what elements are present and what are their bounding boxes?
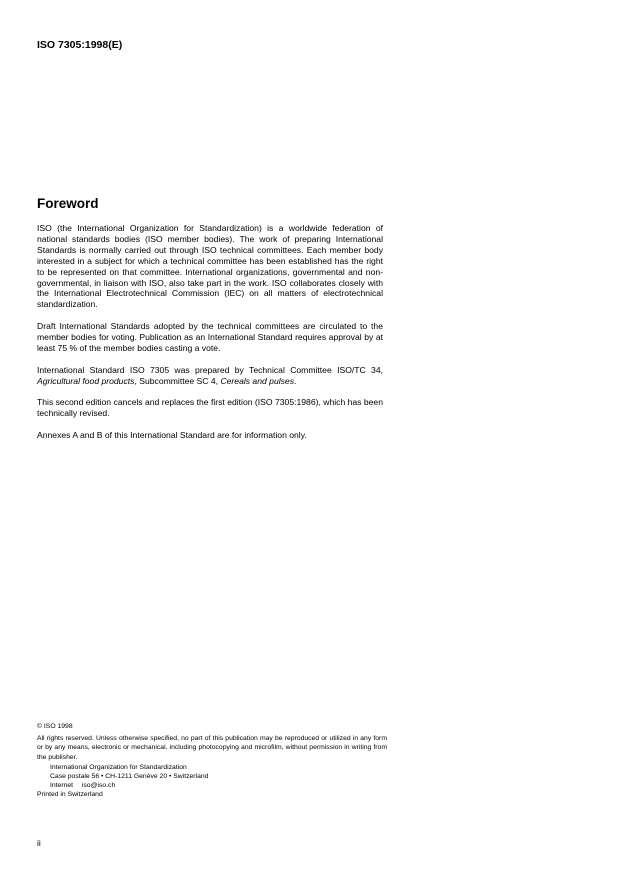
rights-statement: All rights reserved. Unless otherwise specified, no part of this publication may be reproduced or utilized in any form or by any means, electronic or mechanical, including photocopying and microfilm, without permission in writing from the publisher. xyxy=(37,735,387,761)
foreword-title: Foreword xyxy=(37,196,99,211)
document-identifier: ISO 7305:1998(E) xyxy=(37,39,123,51)
copyright-block xyxy=(37,722,387,800)
postal-address: Case postale 56 • CH-1211 Genève 20 • Switzerland xyxy=(50,773,209,781)
committee-name: Agricultural food products xyxy=(37,375,135,386)
p3-text-e: . xyxy=(294,375,297,386)
copyright-line: © ISO 1998 xyxy=(37,723,73,730)
foreword-body xyxy=(37,223,383,452)
foreword-paragraph-1: ISO (the International Organization for Standardization) is a worldwide federation of national standards bodies (ISO member bodies). The work of preparing International Standards is normally carried out through ISO technical committees. Each member body interested in a subject for which a technical committee has been established has the right to be represented on that committee. International organizations, governmental and non-governmental, in liaison with ISO, also take part in the work. ISO collaborates closely with the International Electrotechnical Commission (IEC) on all matters of electrotechnical standardization. xyxy=(37,223,383,310)
foreword-paragraph-4: This second edition cancels and replaces the first edition (ISO 7305:1986), which has been technically revised. xyxy=(37,397,383,419)
foreword-paragraph-2: Draft International Standards adopted by the technical committees are circulated to the member bodies for voting. Publication as an International Standard requires approval by at least 75 % of the member bodies casting a vote. xyxy=(37,321,383,353)
page-number: ii xyxy=(37,838,41,848)
p3-text-a: International Standard ISO 7305 was prepared by Technical Committee ISO/TC 34, xyxy=(37,364,383,375)
p3-text-c: , Subcommittee SC 4, xyxy=(134,375,221,386)
foreword-paragraph-3 xyxy=(37,365,383,387)
internet-label: Internet xyxy=(50,782,74,790)
internet-email: iso@iso.ch xyxy=(81,782,116,790)
organization-name: International Organization for Standardization xyxy=(50,763,187,771)
subcommittee-name: Cereals and pulses xyxy=(220,375,295,386)
printed-in: Printed in Switzerland xyxy=(37,791,103,799)
internet-contact xyxy=(37,781,387,790)
foreword-paragraph-5: Annexes A and B of this International Standard are for information only. xyxy=(37,430,307,441)
